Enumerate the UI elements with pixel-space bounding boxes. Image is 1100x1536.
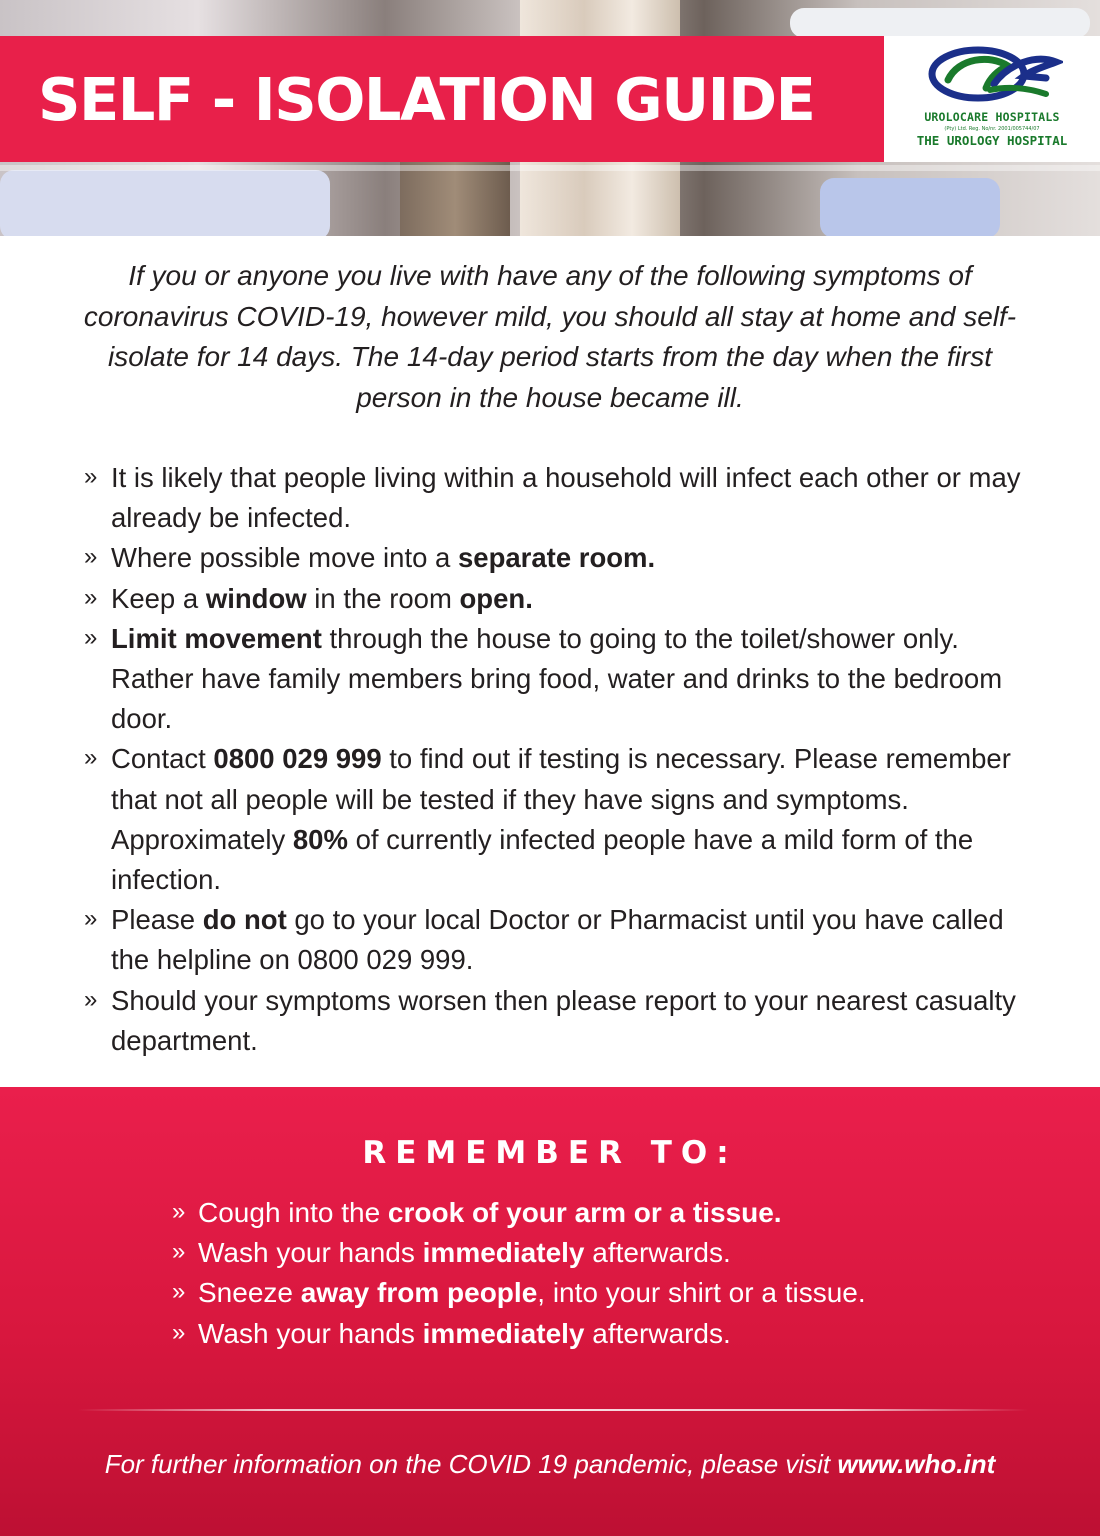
bullet-emphasis: separate room.: [457, 542, 656, 574]
urolocare-logo-icon: [928, 44, 1063, 102]
bullet-text: It is likely that people living within a household will infect each other or may already be infected.: [111, 462, 1021, 534]
title-banner: [0, 36, 884, 162]
chevron-right-icon: »: [172, 1278, 186, 1306]
remember-emphasis: crook of your arm or a tissue.: [387, 1197, 782, 1228]
remember-item: [172, 1314, 1052, 1354]
guideline-item: [84, 458, 1034, 538]
bullet-emphasis: 80%: [292, 823, 348, 855]
guideline-list: [84, 458, 1034, 1061]
bullet-emphasis: open.: [459, 582, 533, 614]
guideline-item: [84, 900, 1034, 980]
bullet-text: Keep a: [111, 582, 206, 614]
chevron-right-icon: »: [84, 543, 98, 571]
chevron-right-icon: »: [172, 1238, 186, 1266]
logo-name: UROLOCARE HOSPITALS: [924, 110, 1060, 124]
remember-emphasis: away from people: [300, 1277, 538, 1309]
guideline-item: [84, 619, 1034, 740]
bullet-text: Please: [111, 904, 203, 936]
divider: [78, 1409, 1028, 1411]
remember-heading: REMEMBER TO:: [362, 1135, 738, 1171]
remember-text: Sneeze: [198, 1277, 301, 1309]
remember-item: [172, 1233, 1052, 1273]
footer-note: [0, 1449, 1100, 1480]
who-website-link[interactable]: www.who.int: [837, 1449, 996, 1479]
bullet-emphasis: Limit movement: [111, 622, 322, 654]
guideline-item: [84, 538, 1034, 578]
remember-list: [172, 1193, 1052, 1354]
remember-item: [172, 1193, 1052, 1233]
remember-text: Wash your hands: [198, 1317, 423, 1349]
page-title: SELF - ISOLATION GUIDE: [38, 64, 815, 134]
hospital-logo: [884, 36, 1100, 162]
remember-text: , into your shirt or a tissue.: [537, 1277, 866, 1309]
bullet-text: to find out if testing is necessary. Please remember that not all people will be tested if they have signs and symptoms. Approximately: [111, 743, 1011, 855]
chevron-right-icon: »: [84, 744, 98, 772]
footer-text: For further information on the COVID 19 pandemic, please visit: [104, 1449, 838, 1479]
remember-text: afterwards.: [584, 1237, 731, 1269]
helpline-number: 0800 029 999: [213, 743, 382, 775]
chevron-right-icon: »: [84, 623, 98, 651]
chevron-right-icon: »: [84, 985, 98, 1013]
logo-registration: (Pty) Ltd. Reg. No/nr. 2001/005744/07: [944, 126, 1040, 132]
bullet-text: through the house to going to the toilet/shower only. Rather have family members bring food, water and drinks to the bedroom door.: [111, 622, 1003, 735]
remember-emphasis: immediately: [422, 1317, 585, 1349]
guideline-item: [84, 739, 1034, 900]
remember-text: afterwards.: [584, 1317, 731, 1349]
bullet-text: of currently infected people have a mild form of the infection.: [111, 823, 974, 896]
remember-text: Wash your hands: [198, 1237, 423, 1269]
cabinet-graphic: [400, 160, 510, 236]
guideline-item: [84, 981, 1034, 1061]
chevron-right-icon: »: [84, 463, 98, 490]
bullet-text: Contact: [111, 743, 214, 775]
chevron-right-icon: »: [84, 905, 98, 933]
bullet-emphasis: window: [205, 582, 307, 614]
hospital-bed-graphic: [820, 178, 1000, 236]
remember-panel: [0, 1087, 1100, 1536]
bullet-text: Should your symptoms worsen then please report to your nearest casualty department.: [111, 984, 1016, 1056]
logo-subtitle: THE UROLOGY HOSPITAL: [916, 133, 1068, 148]
guideline-item: [84, 579, 1034, 619]
remember-text: Cough into the: [198, 1197, 388, 1228]
chevron-right-icon: »: [172, 1198, 186, 1225]
bullet-text: in the room: [306, 582, 460, 614]
bullet-emphasis: do not: [202, 904, 287, 936]
hospital-bed-graphic: [0, 170, 330, 236]
bullet-text: go to your local Doctor or Pharmacist until you have called the helpline on 0800 029 999.: [111, 904, 1004, 976]
bullet-text: Where possible move into a: [111, 542, 458, 574]
bed-rail-graphic: [0, 165, 1100, 171]
chevron-right-icon: »: [172, 1318, 186, 1346]
remember-emphasis: immediately: [422, 1237, 585, 1269]
chevron-right-icon: »: [84, 583, 98, 611]
hospital-bed-graphic: [790, 8, 1090, 38]
remember-item: [172, 1273, 1052, 1313]
intro-paragraph: If you or anyone you live with have any of the following symptoms of coronavirus COVID-19, however mild, you should all stay at home and self-isolate for 14 days. The 14-day period starts from the day when the first person in the house became ill.: [83, 260, 1017, 413]
